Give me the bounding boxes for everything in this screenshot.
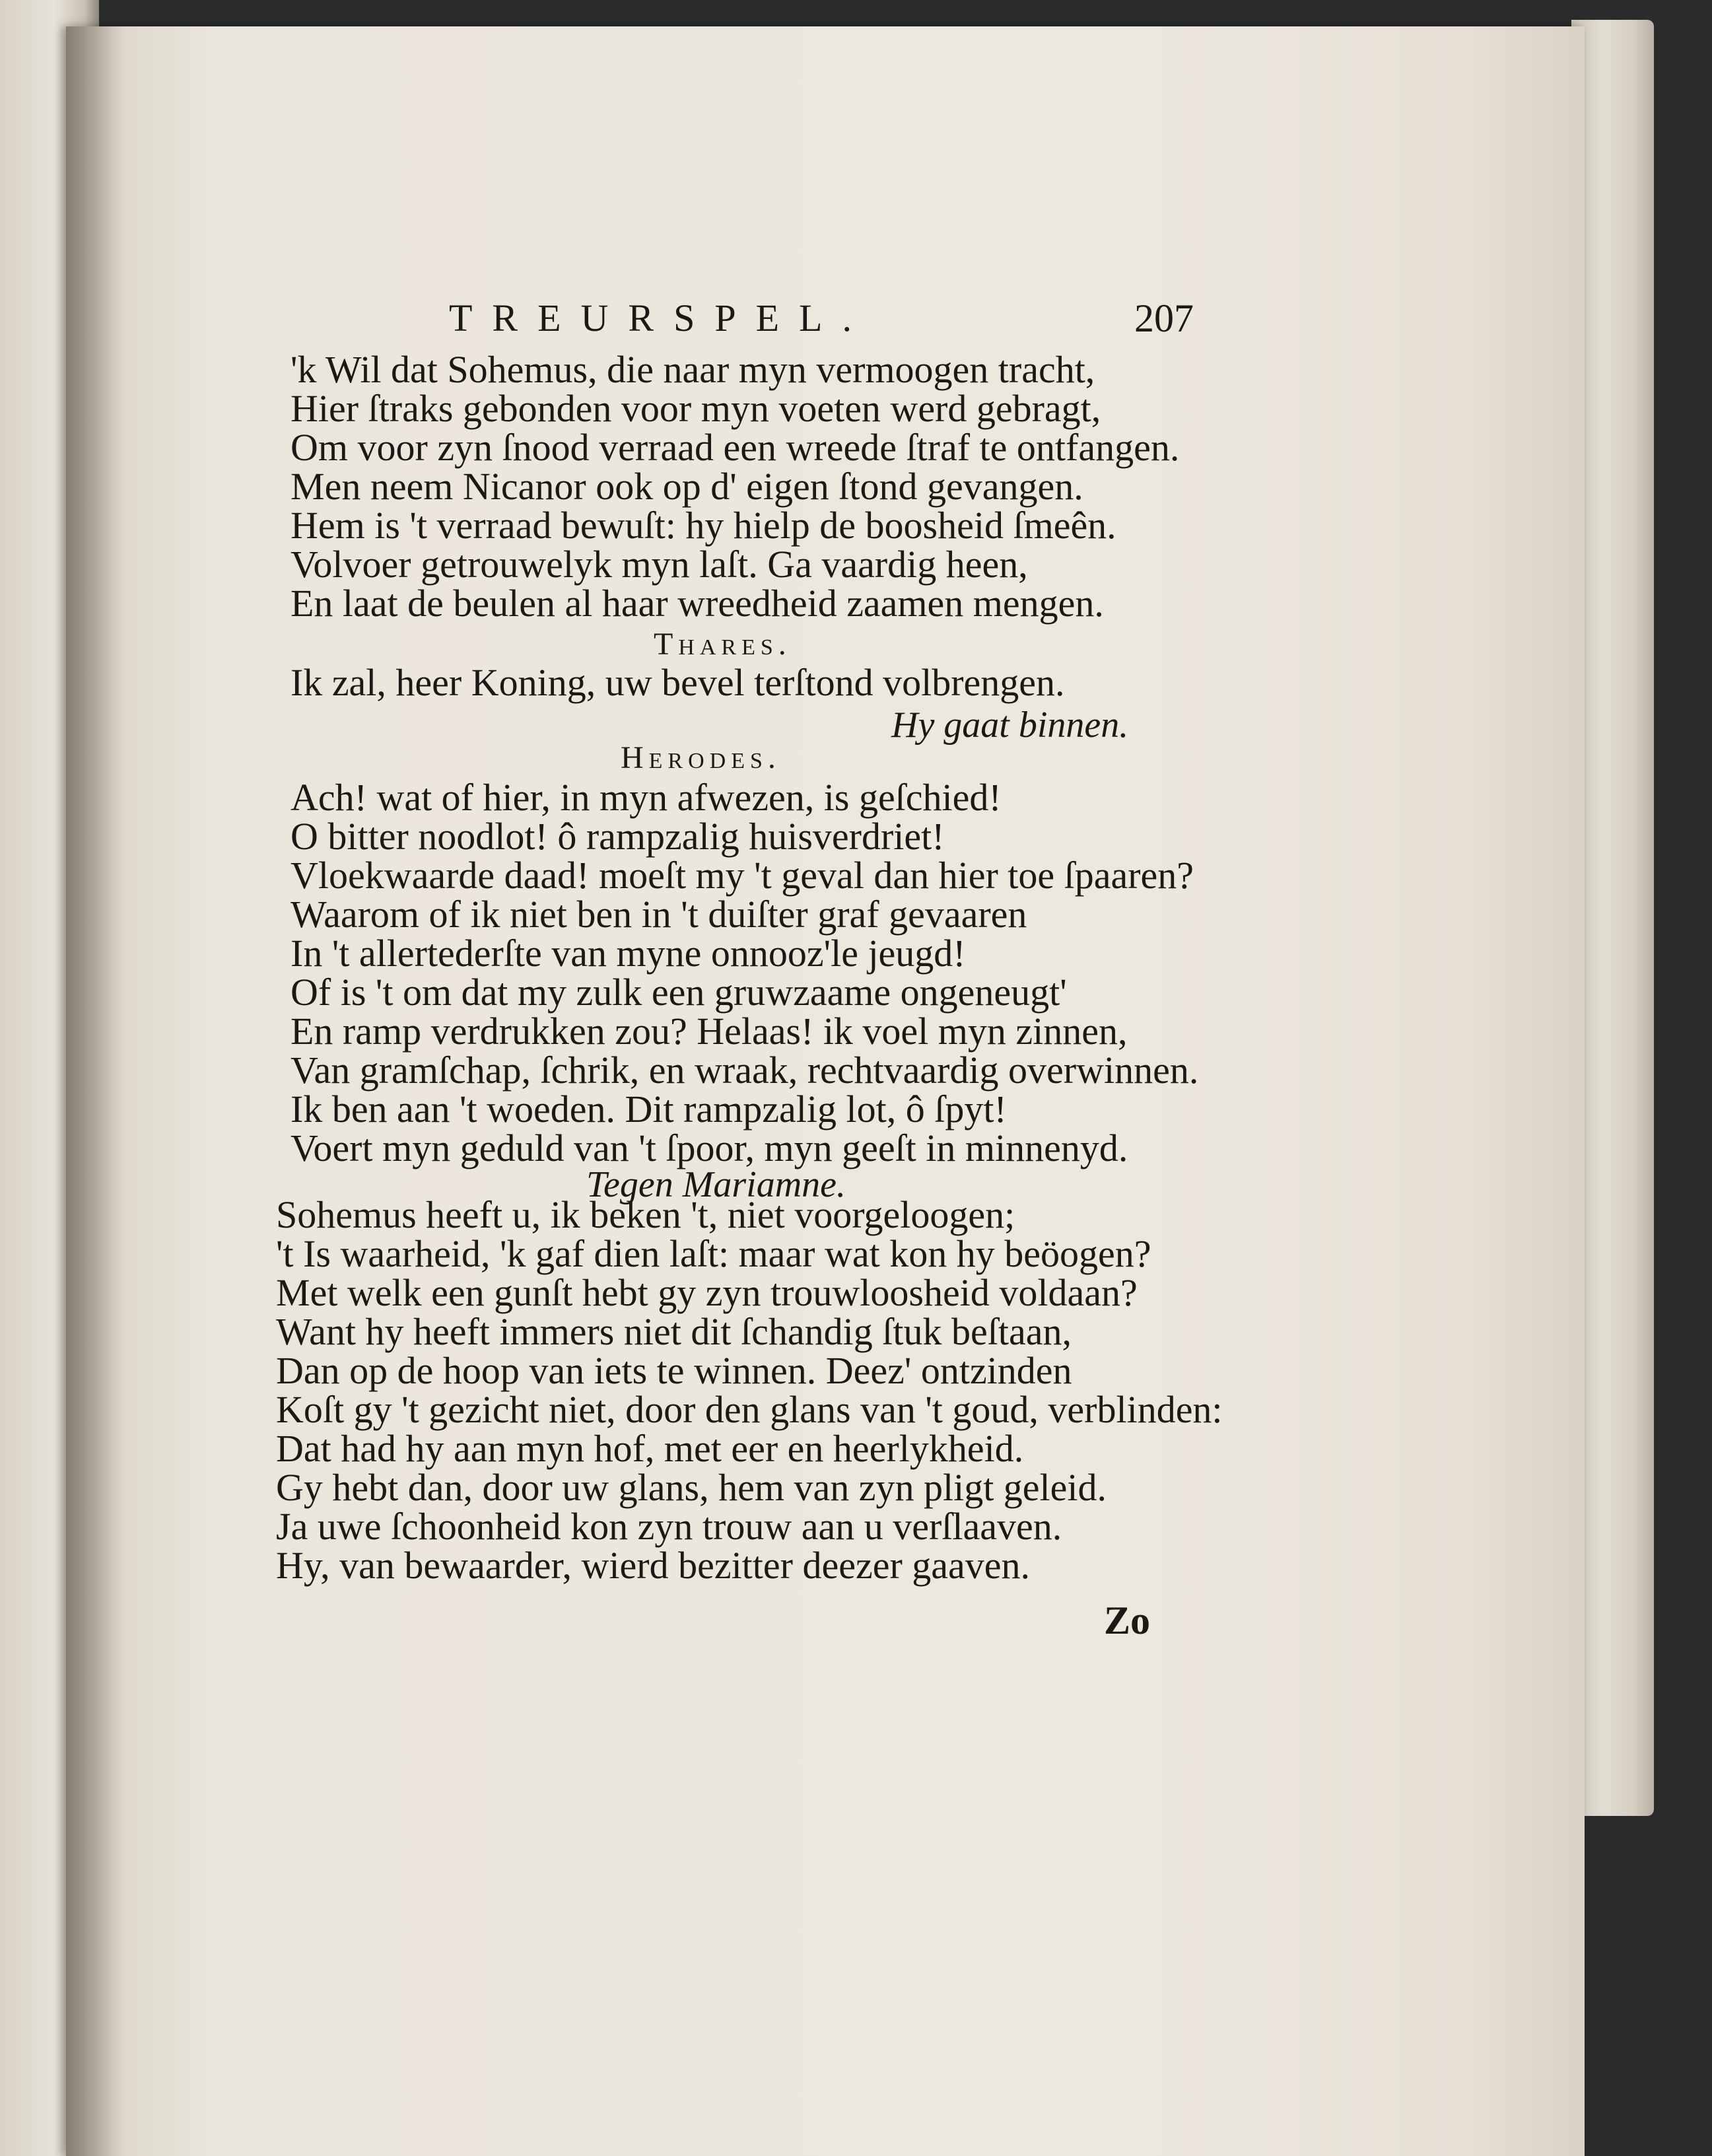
verse-line: 't Is waarheid, 'k gaf dien laſt: maar wat kon hy beöogen? — [276, 1232, 1151, 1275]
verse-line: Met welk een gunſt hebt gy zyn trouwloosheid voldaan? — [276, 1271, 1138, 1314]
verse-line: Ik zal, heer Koning, uw bevel terſtond volbrengen. — [291, 661, 1065, 704]
verse-line: Om voor zyn ſnood verraad een wreede ſtraf te ontfangen. — [291, 426, 1180, 469]
verse-block-2 — [291, 663, 1065, 702]
verse-line: Dat had hy aan myn hof, met eer en heerlykheid. — [276, 1427, 1024, 1470]
catchword: Zo — [1104, 1599, 1151, 1642]
verse-line: Of is 't om dat my zulk een gruwzaame ongeneugt' — [291, 971, 1067, 1014]
verse-line: Koſt gy 't gezicht niet, door den glans van 't goud, verblinden: — [276, 1388, 1223, 1431]
verse-line: Sohemus heeft u, ik beken 't, niet voorgeloogen; — [276, 1193, 1015, 1236]
verse-line: Ach! wat of hier, in myn afwezen, is geſchied! — [291, 776, 1002, 819]
verse-line: In 't allertederſte van myne onnooz'le jeugd! — [291, 932, 966, 975]
verse-line: 'k Wil dat Sohemus, die naar myn vermoogen tracht, — [291, 348, 1095, 391]
verse-line: Ik ben aan 't woeden. Dit rampzalig lot, ô ſpyt! — [291, 1088, 1007, 1130]
verse-line: Waarom of ik niet ben in 't duiſter graf gevaaren — [291, 893, 1027, 936]
speaker-name: Thares. — [654, 627, 792, 662]
verse-line: O bitter noodlot! ô rampzalig huisverdriet! — [291, 815, 945, 858]
verse-line: Hier ſtraks gebonden voor myn voeten werd gebragt, — [291, 387, 1101, 430]
speaker-name: Herodes. — [621, 740, 781, 775]
verse-block-1 — [291, 350, 1179, 623]
stage-direction: Tegen Mariamne. — [586, 1164, 846, 1205]
verse-block-3 — [291, 778, 1198, 1167]
verse-line: Ja uwe ſchoonheid kon zyn trouw aan u verſlaaven. — [276, 1505, 1062, 1548]
running-title: TREURSPEL. — [449, 296, 872, 339]
verse-line: Hem is 't verraad bewuſt: hy hielp de boosheid ſmeên. — [291, 504, 1116, 547]
verse-line: En laat de beulen al haar wreedheid zaamen mengen. — [291, 582, 1104, 625]
verse-line: Vloekwaarde daad! moeſt my 't geval dan hier toe ſpaaren? — [291, 854, 1194, 897]
page-number: 207 — [1134, 296, 1194, 340]
verse-line: Dan op de hoop van iets te winnen. Deez' ontzinden — [276, 1349, 1072, 1392]
verse-line: Men neem Nicanor ook op d' eigen ſtond gevangen. — [291, 465, 1083, 508]
verse-line: Hy, van bewaarder, wierd bezitter deezer gaaven. — [276, 1544, 1030, 1587]
stage-direction: Hy gaat binnen. — [891, 705, 1129, 746]
verse-line: Volvoer getrouwelyk myn laſt. Ga vaardig heen, — [291, 543, 1028, 586]
verse-block-4 — [276, 1195, 1223, 1585]
verse-line: Want hy heeft immers niet dit ſchandig ſtuk beſtaan, — [276, 1310, 1072, 1353]
verse-line: Gy hebt dan, door uw glans, hem van zyn pligt geleid. — [276, 1466, 1107, 1509]
verse-line: Van gramſchap, ſchrik, en wraak, rechtvaardig overwinnen. — [291, 1049, 1199, 1092]
verse-line: En ramp verdrukken zou? Helaas! ik voel myn zinnen, — [291, 1010, 1128, 1053]
page-gutter-shadow — [66, 26, 125, 2156]
verse-line: Voert myn geduld van 't ſpoor, myn geeſt in minnenyd. — [291, 1127, 1128, 1169]
